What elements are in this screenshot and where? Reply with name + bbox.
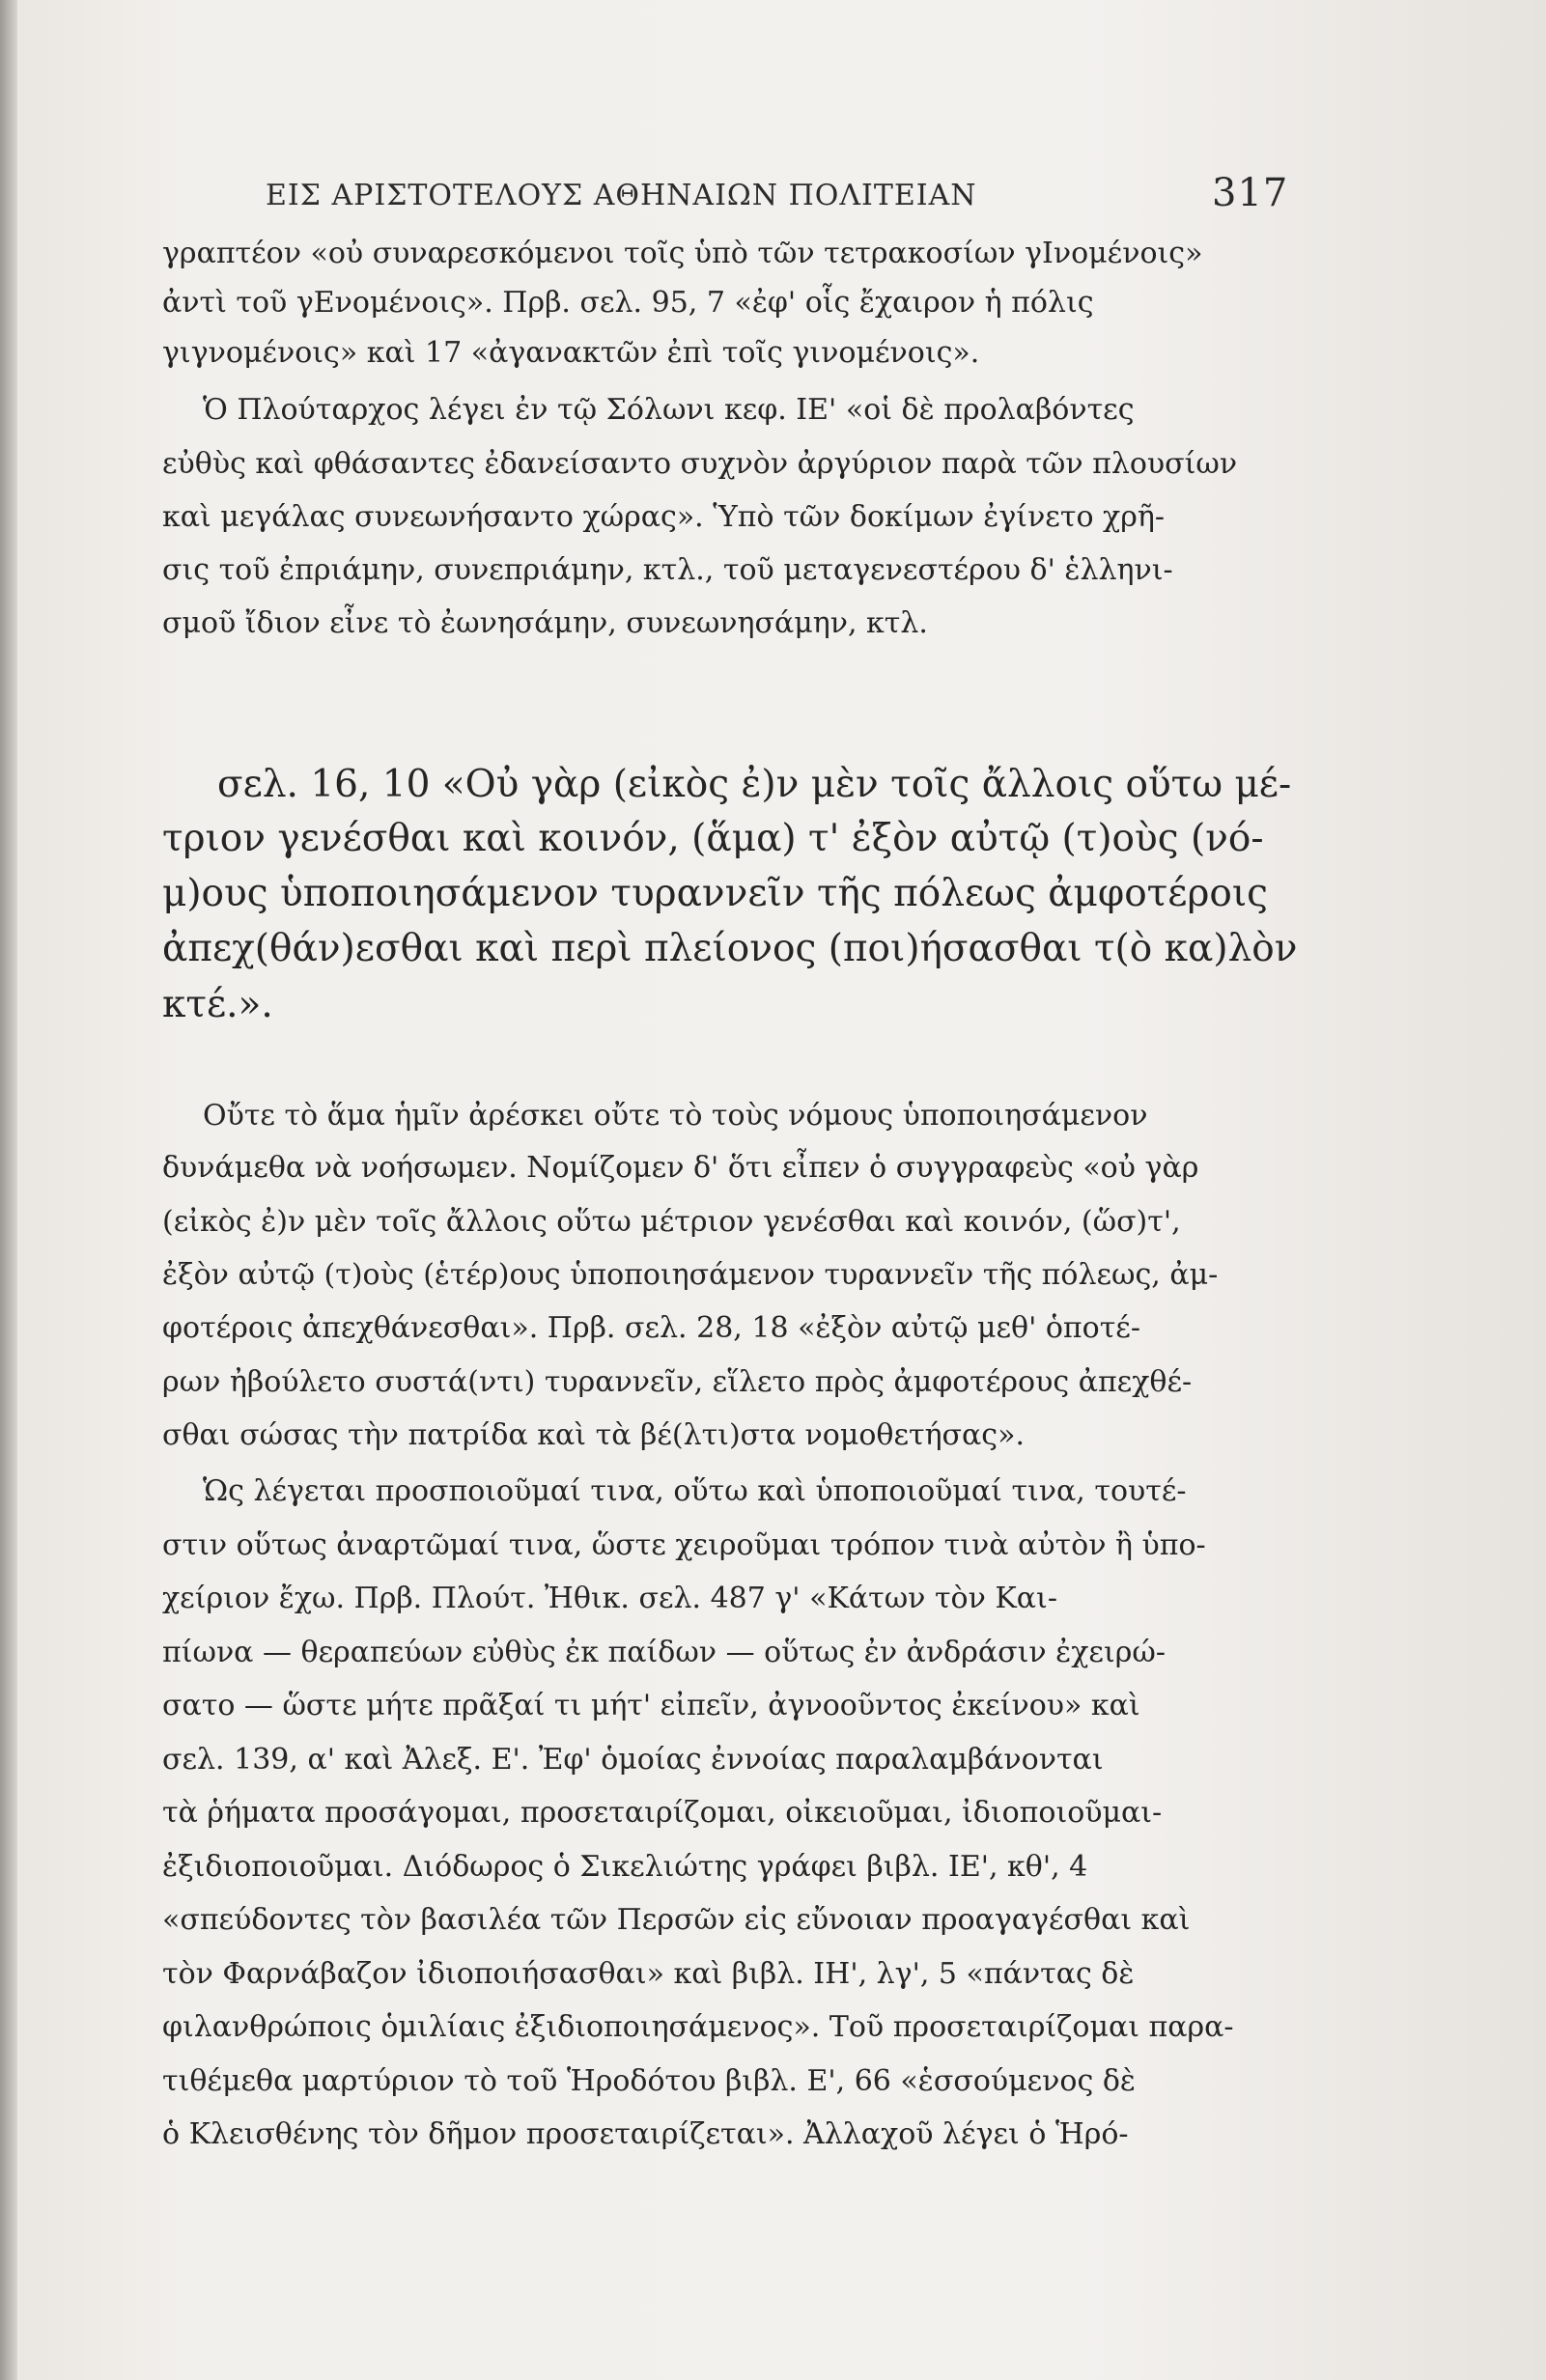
text-line: «σπεύδοντες τὸν βασιλέα τῶν Περσῶν εἰς εὔνοιαν προαγαγέσθαι καὶ bbox=[162, 1903, 1191, 1937]
text-line: σθαι σώσας τὴν πατρίδα καὶ τὰ βέ(λτι)στα νομοθετήσας». bbox=[162, 1418, 1025, 1452]
text-line: ὁ Κλεισθένης τὸν δῆμον προσεταιρίζεται». Ἀλλαχοῦ λέγει ὁ Ἡρό- bbox=[162, 2117, 1129, 2151]
text-line: σις τοῦ ἐπριάμην, συνεπριάμην, κτλ., τοῦ μεταγενεστέρου δ' ἑλληνι- bbox=[162, 553, 1173, 587]
page-number: 317 bbox=[1212, 171, 1289, 215]
text-line: τιθέμεθα μαρτύριον τὸ τοῦ Ἡροδότου βιβλ. Ε', 66 «ἑσσούμενος δὲ bbox=[162, 2064, 1136, 2098]
quote-line: τριον γενέσθαι καὶ κοινόν, (ἅμα) τ' ἐξὸν αὐτῷ (τ)οὺς (νό- bbox=[162, 817, 1264, 860]
text-line: σμοῦ ἴδιον εἶνε τὸ ἐωνησάμην, συνεωνησάμην, κτλ. bbox=[162, 606, 928, 640]
text-line: ρων ἠβούλετο συστά(ντι) τυραννεῖν, εἵλετο πρὸς ἀμφοτέρους ἀπεχθέ- bbox=[162, 1365, 1193, 1399]
text-line: γιγνομένοις» καὶ 17 «ἀγανακτῶν ἐπὶ τοῖς γινομένοις». bbox=[162, 336, 980, 370]
text-line: πίωνα — θεραπεύων εὐθὺς ἐκ παίδων — οὕτως ἐν ἀνδράσιν ἐχειρώ- bbox=[162, 1636, 1166, 1669]
text-line: τὰ ῥήματα προσάγομαι, προσεταιρίζομαι, οἰκειοῦμαι, ἰδιοποιοῦμαι- bbox=[162, 1796, 1163, 1830]
text-line: δυνάμεθα νὰ νοήσωμεν. Νομίζομεν δ' ὅτι εἶπεν ὁ συγγραφεὺς «οὐ γὰρ bbox=[162, 1151, 1199, 1185]
text-line: τὸν Φαρνάβαζον ἰδιοποιήσασθαι» καὶ βιβλ. ΙΗ', λγ', 5 «πάντας δὲ bbox=[162, 1957, 1135, 1991]
text-line: Ὡς λέγεται προσποιοῦμαί τινα, οὕτω καὶ ὑποποιοῦμαί τινα, τουτέ- bbox=[203, 1474, 1187, 1508]
quote-line: ἀπεχ(θάν)εσθαι καὶ περὶ πλείονος (ποι)ήσασθαι τ(ὸ κα)λὸν bbox=[162, 927, 1298, 970]
quote-line: μ)ους ὑποποιησάμενον τυραννεῖν τῆς πόλεως ἀμφοτέροις bbox=[162, 872, 1268, 915]
text-line: ἐξὸν αὐτῷ (τ)οὺς (ἑτέρ)ους ὑποποιησάμενον τυραννεῖν τῆς πόλεως, ἀμ- bbox=[162, 1258, 1219, 1292]
text-line: σελ. 139, α' καὶ Ἀλεξ. Ε'. Ἐφ' ὁμοίας ἐννοίας παραλαμβάνονται bbox=[162, 1743, 1104, 1777]
text-line: Ὁ Πλούταρχος λέγει ἐν τῷ Σόλωνι κεφ. ΙΕ' «οἱ δὲ προλαβόντες bbox=[203, 393, 1135, 427]
page-edge-shadow bbox=[0, 0, 17, 2380]
text-line: καὶ μεγάλας συνεωνήσαντο χώρας». Ὑπὸ τῶν δοκίμων ἐγίνετο χρῆ- bbox=[162, 500, 1165, 534]
text-line: Οὔτε τὸ ἅμα ἡμῖν ἀρέσκει οὔτε τὸ τοὺς νόμους ὑποποιησάμενον bbox=[203, 1099, 1148, 1133]
text-line: φιλανθρώποις ὁμιλίαις ἐξιδιοποιησάμενος». Τοῦ προσεταιρίζομαι παρα- bbox=[162, 2010, 1234, 2044]
running-title: ΕΙΣ ΑΡΙΣΤΟΤΕΛΟΥΣ ΑΘΗΝΑΙΩΝ ΠΟΛΙΤΕΙΑΝ bbox=[266, 179, 977, 212]
text-line: εὐθὺς καὶ φθάσαντες ἐδανείσαντο συχνὸν ἀργύριον παρὰ τῶν πλουσίων bbox=[162, 447, 1238, 481]
text-line: ἀντὶ τοῦ γΕνομένοις». Πρβ. σελ. 95, 7 «ἐφ' οἷς ἔχαιρον ἡ πόλις bbox=[162, 286, 1094, 320]
quote-line: σελ. 16, 10 «Οὐ γὰρ (εἰκὸς ἐ)ν μὲν τοῖς ἄλλοις οὕτω μέ- bbox=[217, 763, 1292, 806]
text-line: χείριον ἔχω. Πρβ. Πλούτ. Ἠθικ. σελ. 487 γ' «Κάτων τὸν Και- bbox=[162, 1582, 1057, 1615]
text-line: γραπτέον «οὐ συναρεσκόμενοι τοῖς ὑπὸ τῶν τετρακοσίων γΙνομένοις» bbox=[162, 237, 1203, 270]
text-line: φοτέροις ἀπεχθάνεσθαι». Πρβ. σελ. 28, 18 «ἐξὸν αὐτῷ μεθ' ὁποτέ- bbox=[162, 1311, 1140, 1345]
text-line: (εἰκὸς ἐ)ν μὲν τοῖς ἄλλοις οὕτω μέτριον γενέσθαι καὶ κοινόν, (ὥσ)τ', bbox=[162, 1205, 1181, 1239]
text-line: σατο — ὥστε μήτε πρᾶξαί τι μήτ' εἰπεῖν, ἀγνοοῦντος ἐκείνου» καὶ bbox=[162, 1689, 1140, 1722]
text-line: ἐξιδιοποιοῦμαι. Διόδωρος ὁ Σικελιώτης γράφει βιβλ. ΙΕ', κθ', 4 bbox=[162, 1850, 1088, 1884]
quote-line: κτέ.». bbox=[162, 983, 273, 1026]
text-line: στιν οὕτως ἀναρτῶμαί τινα, ὥστε χειροῦμαι τρόπον τινὰ αὐτὸν ἢ ὑπο- bbox=[162, 1528, 1206, 1562]
